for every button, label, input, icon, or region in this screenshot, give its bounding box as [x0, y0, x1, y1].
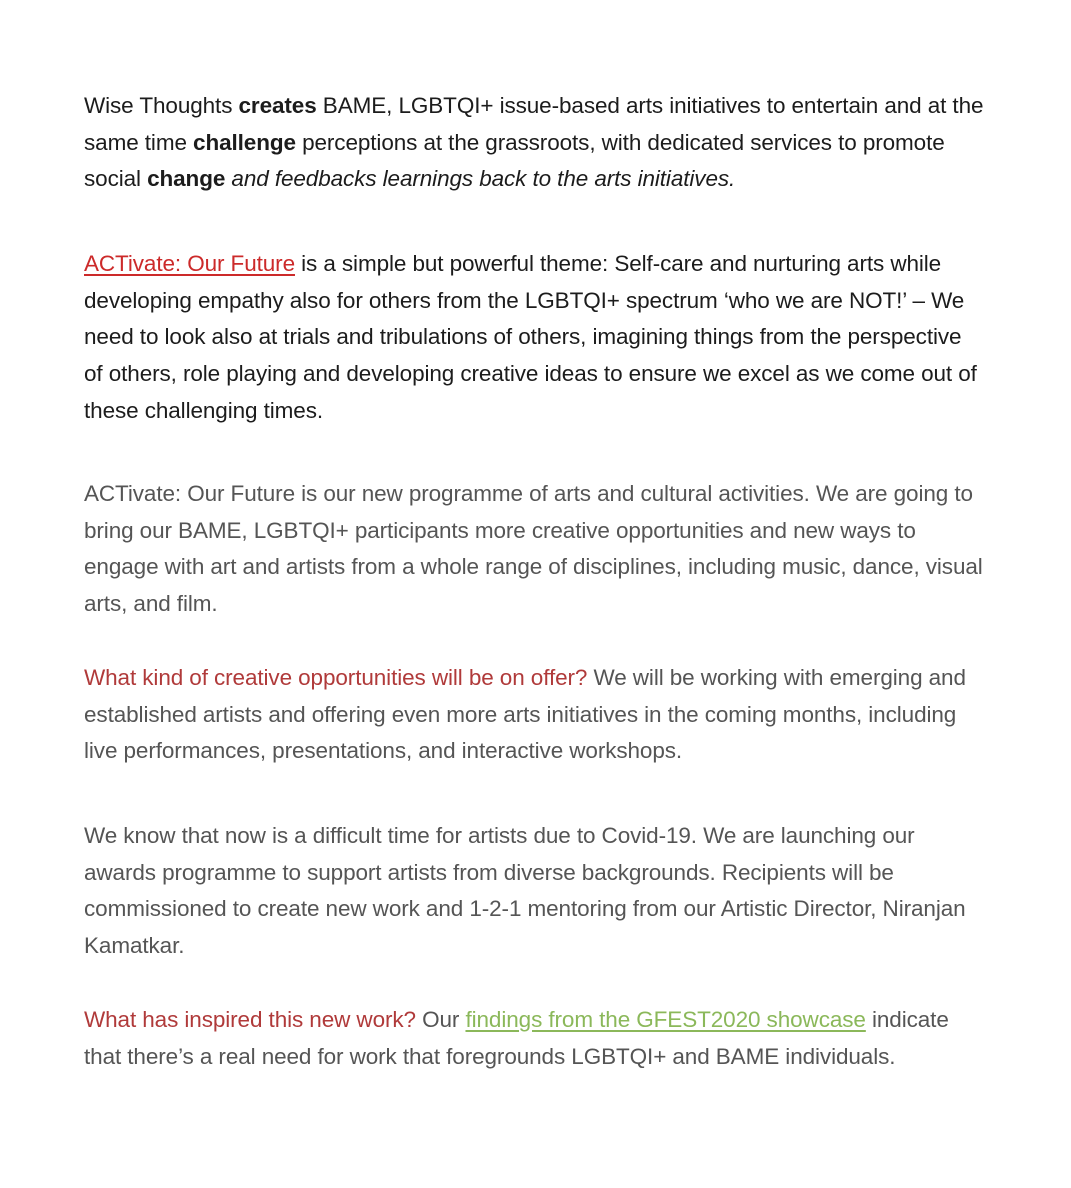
opportunities-question: What kind of creative opportunities will be on offer?: [84, 665, 588, 690]
inspiration-paragraph: [84, 1002, 984, 1075]
activate-our-future-link[interactable]: ACTivate: Our Future: [84, 251, 295, 276]
intro-bold-change: change: [147, 166, 226, 192]
intro-text-2: BAME, LGBTQI+ issue-based arts initiatives to entertain and at the same time: [84, 93, 984, 155]
gfest2020-findings-link[interactable]: findings from the GFEST2020 showcase: [465, 1007, 866, 1032]
intro-paragraph: [84, 88, 984, 198]
intro-bold-creates: creates: [238, 93, 317, 118]
intro-text-3: perceptions at the grassroots, with dedicated services to promote social: [84, 129, 945, 192]
intro-italic: and feedbacks learnings back to the arts initiatives.: [231, 166, 736, 192]
opportunities-paragraph: [84, 660, 984, 770]
theme-text: is a simple but powerful theme: Self-care and nurturing arts while developing empathy also for others from the LGBTQI+ spectrum ‘who we are NOT!’ – We need to look also at trials and tribulations of others, imagining things from the perspective of others, role playing and developing creative ideas to ensure we excel as we come out of these challenging times.: [84, 251, 977, 423]
opportunities-answer: We will be working with emerging and established artists and offering even more arts initiatives in the coming months, including live performances, presentations, and interactive workshops.: [84, 665, 966, 764]
theme-paragraph: [84, 246, 984, 430]
programme-text: ACTivate: Our Future is our new programme of arts and cultural activities. We are going to bring our BAME, LGBTQI+ participants more creative opportunities and new ways to engage with art and artists from a whole range of disciplines, including music, dance, visual arts, and film.: [84, 481, 983, 617]
inspiration-pre: Our: [415, 1007, 466, 1032]
inspiration-question: What has inspired this new work?: [84, 1007, 416, 1032]
intro-bold-challenge: challenge: [193, 129, 296, 155]
awards-paragraph: [84, 818, 984, 965]
intro-text-1: Wise Thoughts: [84, 93, 239, 118]
programme-paragraph: [84, 476, 984, 623]
awards-text: We know that now is a difficult time for artists due to Covid-19. We are launching our awards programme to support artists from diverse backgrounds. Recipients will be commissioned to create new work and 1-2-1 mentoring from our Artistic Director, Niranjan Kamatkar.: [84, 823, 966, 959]
inspiration-post: indicate that there’s a real need for work that foregrounds LGBTQI+ and BAME individuals.: [84, 1007, 949, 1069]
